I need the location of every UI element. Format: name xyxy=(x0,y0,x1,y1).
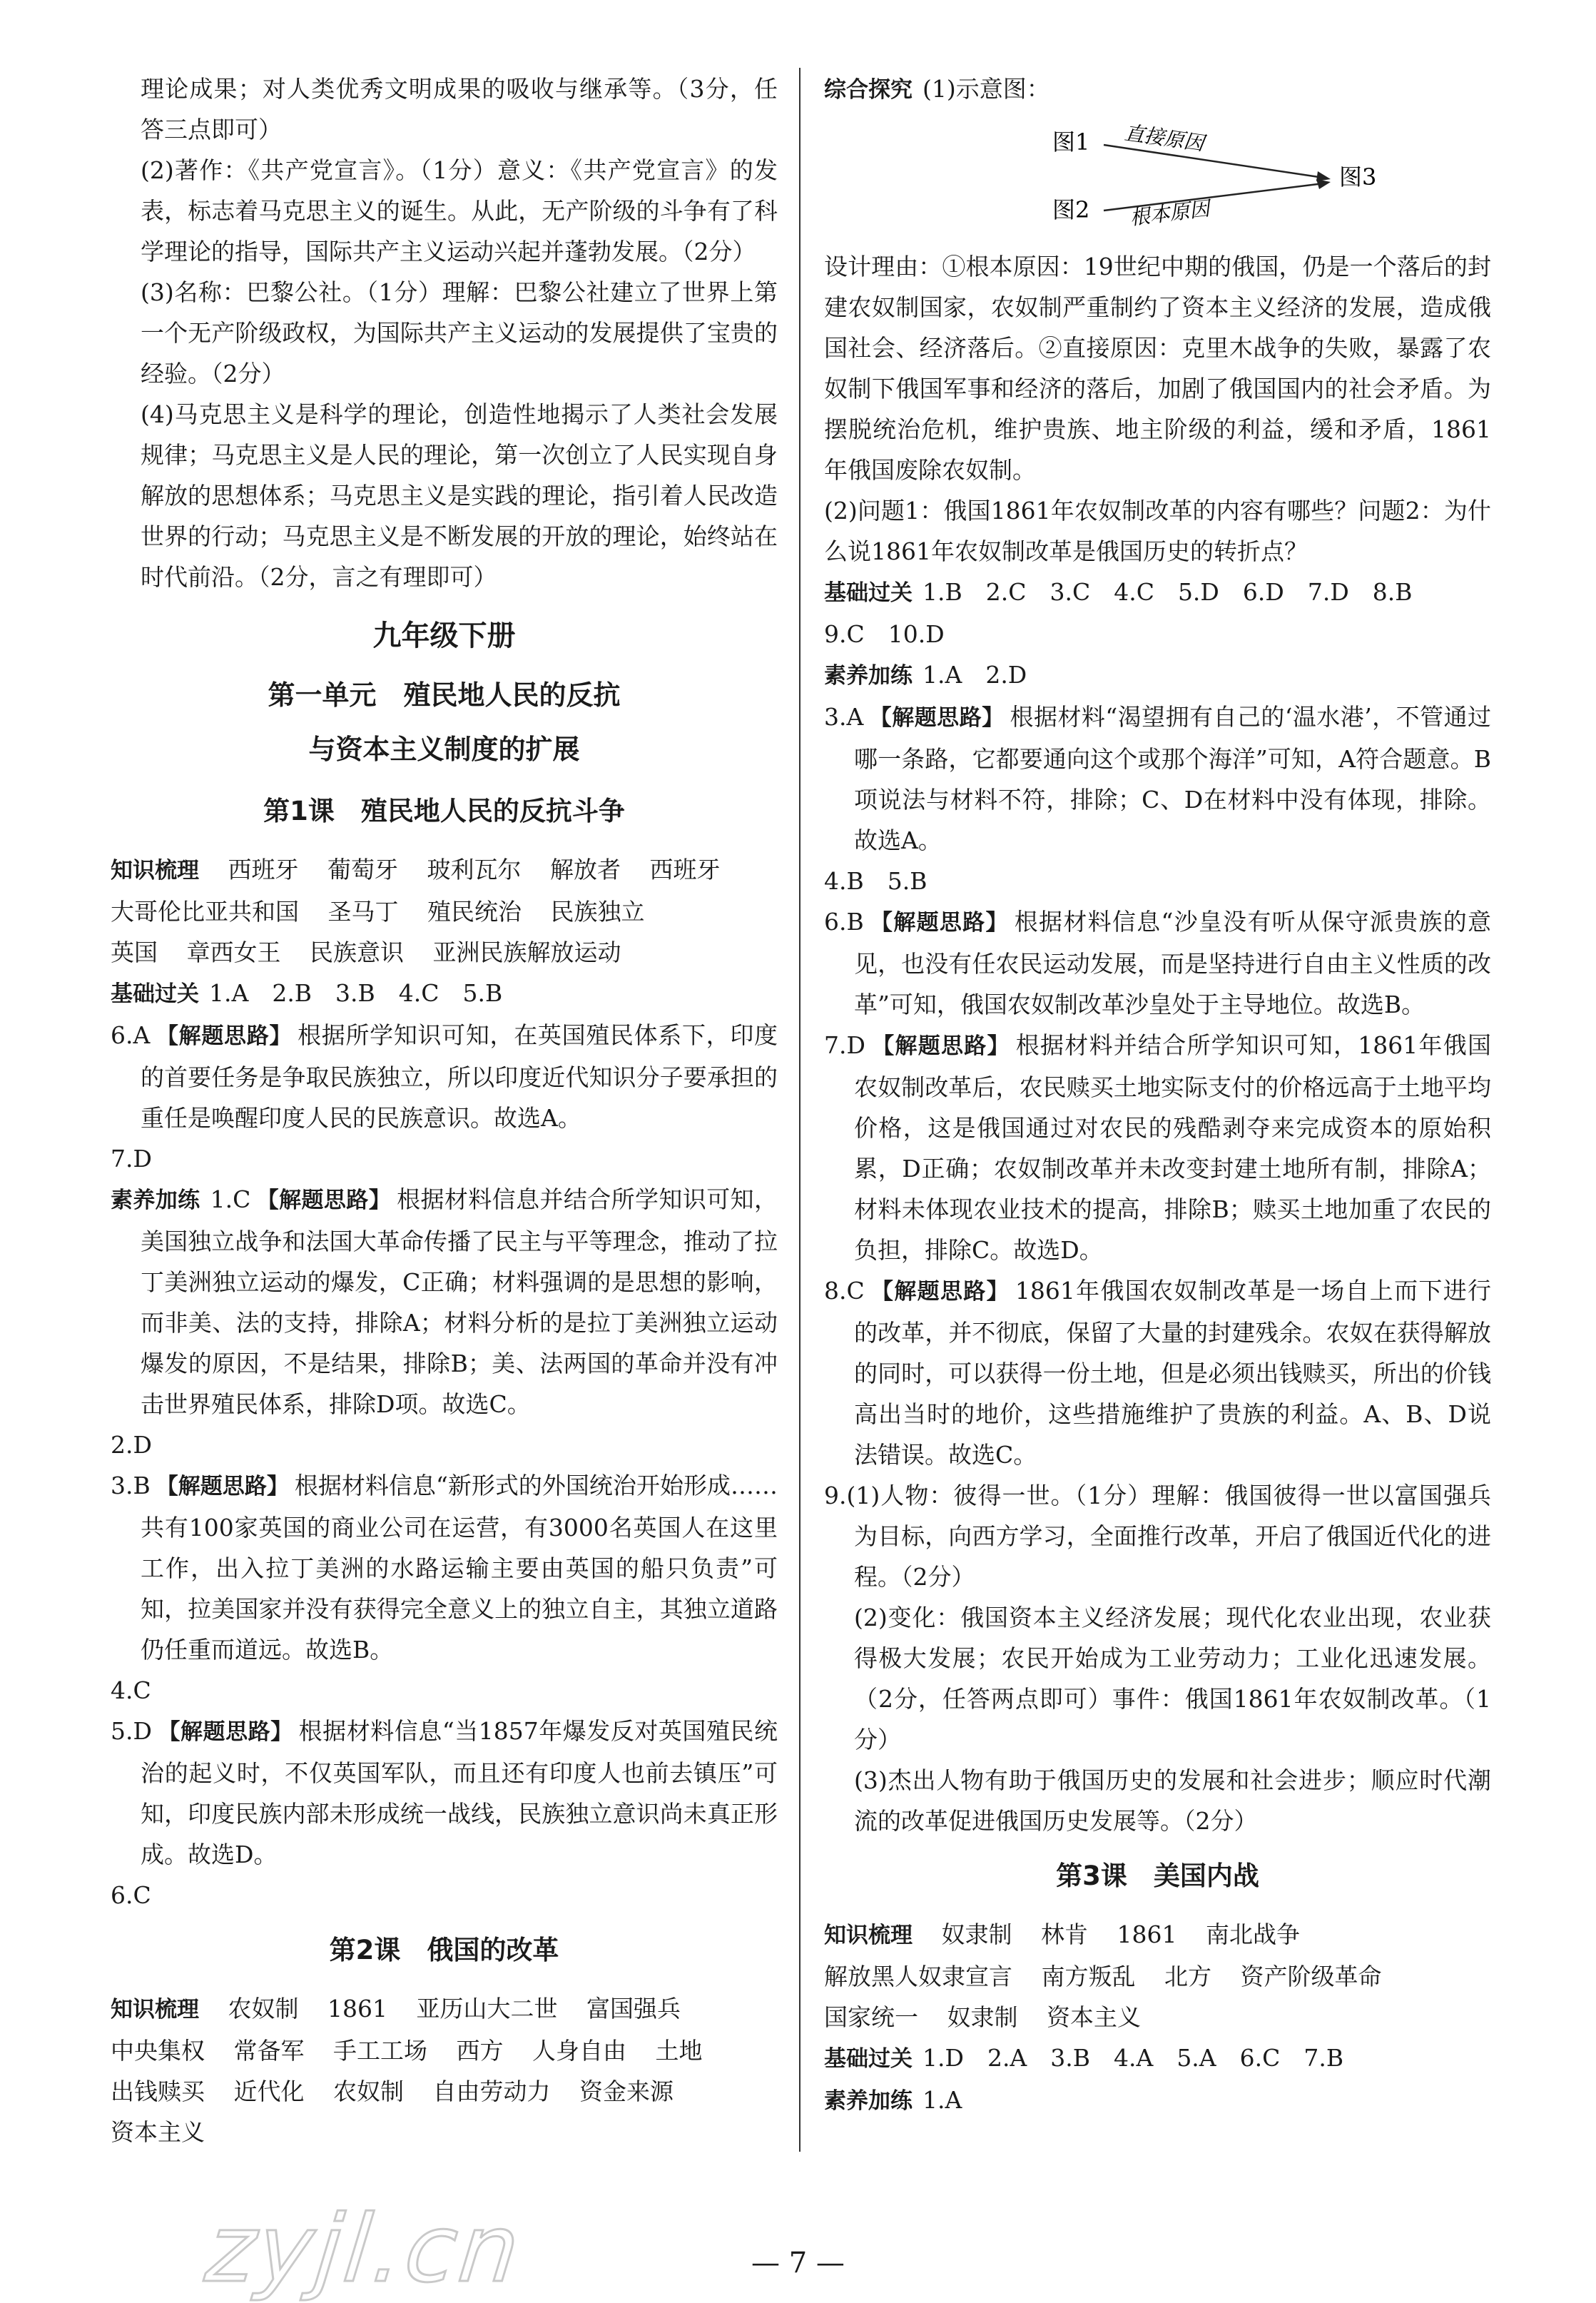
knowledge-line xyxy=(111,2112,778,2152)
keyword: 玻利瓦尔 xyxy=(427,856,522,884)
keyword: 西方 xyxy=(456,2037,504,2065)
paragraph: (4)马克思主义是科学的理论，创造性地揭示了人类社会发展规律；马克思主义是人民的理论，第一次创立了人民实现自身解放的思想体系；马克思主义是实践的理论，指引着人民改造世界的行动；马克思主义是不断发展的开放的理论，始终站在时代前沿。（2分，言之有理即可） xyxy=(141,400,778,591)
section-label: 基础过关 xyxy=(824,2046,913,2072)
answer-item: 2.D xyxy=(111,1431,152,1459)
keyword: 南方叛乱 xyxy=(1041,1963,1136,1990)
watermark-logo: zyjl.cn xyxy=(201,2195,527,2303)
answer-line xyxy=(824,69,1491,111)
answer-number: 8.C xyxy=(824,1277,865,1305)
keyword: 资金来源 xyxy=(579,2077,674,2105)
answer-item xyxy=(111,1711,778,1875)
diagram-fig3: 图3 xyxy=(1339,163,1377,191)
answer-number: 7.D xyxy=(824,1031,865,1059)
keyword: 出钱赎买 xyxy=(111,2077,205,2105)
keyword: 资本主义 xyxy=(1047,2003,1141,2031)
keyword: 奴隶制 xyxy=(947,2003,1018,2031)
keyword: 常备军 xyxy=(233,2037,305,2065)
section-label: 基础过关 xyxy=(111,981,199,1007)
answer-item: 4.B 5.B xyxy=(824,867,927,895)
answer-item: 9.(1)人物：彼得一世。（1分）理解：俄国彼得一世以富国强兵为目标，向西方学习，全面推行改革，开启了俄国近代化的进程。（2分） xyxy=(824,1482,1491,1591)
diagram-direct-label: 直接原因 xyxy=(1123,121,1206,156)
keyword: 近代化 xyxy=(233,2077,305,2105)
section-label: 素养加练 xyxy=(824,2088,913,2114)
keyword: 解放者 xyxy=(550,856,621,884)
hint-tag: 【解题思路】 xyxy=(156,1023,293,1049)
keyword: 西班牙 xyxy=(228,856,299,884)
right-column xyxy=(824,69,1491,2122)
paragraph: (2)问题1：俄国1861年农奴制改革的内容有哪些？问题2：为什么说1861年农奴制改革是俄国历史的转折点？ xyxy=(824,497,1491,565)
paragraph: 理论成果；对人类优秀文明成果的吸收与继承等。（3分，任答三点即可） xyxy=(141,75,778,143)
answer-number: 6.A xyxy=(111,1021,151,1049)
knowledge-line xyxy=(824,1997,1491,2038)
keyword: 林肯 xyxy=(1041,1920,1088,1948)
hint-tag: 【解题思路】 xyxy=(870,1279,1010,1305)
page-number: — 7 — xyxy=(751,2247,845,2279)
keyword: 葡萄牙 xyxy=(327,856,398,884)
keyword: 富国强兵 xyxy=(586,1995,681,2023)
knowledge-line xyxy=(824,1956,1491,1997)
keyword: 1861 xyxy=(327,1995,387,2023)
paragraph: (3)名称：巴黎公社。（1分）理解：巴黎公社建立了世界上第一个无产阶级政权，为国际共产主义运动的发展提供了宝贵的经验。（2分） xyxy=(141,278,778,388)
answer-line xyxy=(824,2080,1491,2122)
answer-text: 1861年俄国农奴制改革是一场自上而下进行的改革，并不彻底，保留了大量的封建残余。农奴在获得解放的同时，可以获得一份土地，但是必须出钱赎买，所出的价钱高出当时的地价，这些措施维护了贵族的利益。A、B、D说法错误。故选C。 xyxy=(854,1277,1492,1469)
answer-text: 根据材料信息并结合所学知识可知，美国独立战争和法国大革命传播了民主与平等理念，推动了拉丁美洲独立运动的爆发，C正确；材料强调的是思想的影响，而非美、法的支持，排除A；材料分析的是拉丁美洲独立运动爆发的原因，不是结果，排除B；美、法两国的革命并没有冲击世界殖民体系，排除D项。故选C。 xyxy=(141,1185,778,1418)
keyword: 南北战争 xyxy=(1205,1920,1300,1948)
keyword: 民族意识 xyxy=(310,938,404,966)
keyword: 圣马丁 xyxy=(327,898,399,926)
keyword: 西班牙 xyxy=(649,856,721,884)
keyword: 亚历山大二世 xyxy=(416,1995,558,2023)
hint-tag: 【解题思路】 xyxy=(157,1719,293,1745)
unit-title-line2: 与资本主义制度的扩展 xyxy=(308,734,580,765)
paragraph: 设计理由：①根本原因：19世纪中期的俄国，仍是一个落后的封建农奴制国家，农奴制严重制约了资本主义经济的发展，造成俄国社会、经济落后。②直接原因：克里木战争的失败，暴露了农奴制下俄国军事和经济的落后，加剧了俄国国内的社会矛盾。为摆脱统治危机，维护贵族、地主阶级的利益，缓和矛盾，1861年俄国废除农奴制。 xyxy=(824,253,1491,484)
knowledge-line xyxy=(824,1914,1491,1956)
keyword: 章西女王 xyxy=(186,938,281,966)
keyword: 中央集权 xyxy=(111,2037,205,2065)
keyword: 奴隶制 xyxy=(941,1920,1012,1948)
keyword: 农奴制 xyxy=(333,2077,404,2105)
section-label: 知识梳理 xyxy=(111,1997,199,2023)
keyword: 1861 xyxy=(1117,1920,1177,1948)
lesson-2-title: 第2课 俄国的改革 xyxy=(329,1935,559,1965)
keyword: 亚洲民族解放运动 xyxy=(432,938,621,966)
knowledge-line xyxy=(111,2071,778,2112)
answer-list: 1.A xyxy=(922,2086,962,2114)
answer-list: 1.A 2.B 3.B 4.C 5.B xyxy=(209,979,503,1007)
answer-item: 4.C xyxy=(111,1676,151,1704)
answer-number: 5.D xyxy=(111,1717,152,1745)
hint-tag: 【解题思路】 xyxy=(869,910,1009,936)
answer-item xyxy=(111,1179,778,1424)
knowledge-line xyxy=(111,2030,778,2071)
arrow-head xyxy=(1316,179,1331,189)
paragraph: (2)著作：《共产党宣言》。（1分）意义：《共产党宣言》的发表，标志着马克思主义的诞生。从此，无产阶级的斗争有了科学理论的指导，国际共产主义运动兴起并蓬勃发展。（2分） xyxy=(141,156,778,265)
diagram-svg xyxy=(1052,111,1423,246)
answer-number: 3.B xyxy=(111,1472,151,1499)
answer-item xyxy=(824,697,1491,861)
answer-list: 1.A 2.D xyxy=(922,661,1027,689)
section-label: 素养加练 xyxy=(824,663,913,689)
answer-list: 1.B 2.C 3.C 4.C 5.D 6.D 7.D 8.B xyxy=(922,578,1413,606)
answer-text: 根据材料信息“沙皇没有听从保守派贵族的意见，也没有任农民运动发展，而是坚持进行自由主义性质的改革”可知，俄国农奴制改革沙皇处于主导地位。故选B。 xyxy=(854,908,1492,1018)
section-label: 知识梳理 xyxy=(824,1923,913,1948)
answer-number: 3.A xyxy=(824,703,864,731)
answer-item xyxy=(824,1025,1491,1270)
keyword: 自由劳动力 xyxy=(432,2077,551,2105)
cause-diagram xyxy=(824,111,1491,246)
hint-tag: 【解题思路】 xyxy=(156,1474,289,1499)
answer-line xyxy=(824,654,1491,697)
section-label: 综合探究 xyxy=(824,77,913,103)
left-column xyxy=(111,69,778,2152)
keyword: 资产阶级革命 xyxy=(1240,1963,1382,1990)
keyword: 农奴制 xyxy=(228,1995,299,2023)
keyword: 解放黑人奴隶宣言 xyxy=(824,1963,1012,1990)
hint-tag: 【解题思路】 xyxy=(256,1188,392,1213)
answer-list: 1.D 2.A 3.B 4.A 5.A 6.C 7.B xyxy=(922,2044,1344,2072)
answer-line xyxy=(824,572,1491,614)
keyword: 国家统一 xyxy=(824,2003,918,2031)
knowledge-line xyxy=(111,849,778,891)
answer-line xyxy=(824,2038,1491,2080)
knowledge-line xyxy=(111,932,778,973)
answer-text: 根据材料信息“当1857年爆发反对英国殖民统治的起义时，不仅英国军队，而且还有印度人也前去镇压”可知，印度民族内部未形成统一战线，民族独立意识尚未真正形成。故选D。 xyxy=(141,1717,778,1868)
answer-item: (2)变化：俄国资本主义经济发展；现代化农业出现，农业获得极大发展；农民开始成为工业劳动力；工业化迅速发展。（2分，任答两点即可）事件：俄国1861年农奴制改革。（1分） xyxy=(854,1604,1491,1753)
lesson-1-title: 第1课 殖民地人民的反抗斗争 xyxy=(263,796,625,826)
answer-item: 6.C xyxy=(111,1881,151,1909)
keyword: 土地 xyxy=(655,2037,703,2065)
hint-tag: 【解题思路】 xyxy=(870,1033,1010,1059)
section-label: 基础过关 xyxy=(824,580,913,606)
keyword: 北方 xyxy=(1164,1963,1211,1990)
arrow-direct xyxy=(1104,145,1323,178)
answer-item xyxy=(824,1270,1491,1475)
answer-text: 根据材料并结合所学知识可知，1861年俄国农奴制改革后，农民赎买土地实际支付的价格远高于土地平均价格，这是俄国通过对农民的残酷剥夺来完成资本的原始积累，D正确；农奴制改革并未改变封建土地所有制，排除A；材料未体现农业技术的提高，排除B；赎买土地加重了农民的负担，排除C。故选D。 xyxy=(854,1031,1492,1264)
answer-number: 6.B xyxy=(824,908,864,936)
answer-text: (1)示意图： xyxy=(922,75,1050,103)
answer-line xyxy=(111,973,778,1015)
section-label: 素养加练 xyxy=(111,1188,200,1213)
answer-item: (3)杰出人物有助于俄国历史的发展和社会进步；顺应时代潮流的改革促进俄国历史发展等。（2分） xyxy=(854,1766,1491,1835)
keyword: 民族独立 xyxy=(550,898,645,926)
keyword: 资本主义 xyxy=(111,2118,205,2146)
knowledge-line xyxy=(111,1988,778,2030)
answer-item xyxy=(111,1015,778,1138)
answer-text: 根据材料信息“新形式的外国统治开始形成……共有100家英国的商业公司在运营，有3000名英国人在这里工作，出入拉丁美洲的水路运输主要由英国的船只负责”可知，拉美国家并没有获得完全意义上的独立自主，其独立道路仍任重而道远。故选B。 xyxy=(141,1472,778,1664)
answer-item xyxy=(111,1465,778,1670)
diagram-fig1: 图1 xyxy=(1052,128,1090,156)
keyword: 人身自由 xyxy=(532,2037,626,2065)
answer-item: 7.D xyxy=(111,1145,152,1173)
grade-title: 九年级下册 xyxy=(372,619,516,652)
keyword: 大哥伦比亚共和国 xyxy=(111,898,299,926)
answer-number: 1.C xyxy=(210,1185,251,1213)
hint-tag: 【解题思路】 xyxy=(869,705,1005,731)
keyword: 手工工场 xyxy=(333,2037,427,2065)
unit-title-line1: 第一单元 殖民地人民的反抗 xyxy=(268,679,621,711)
knowledge-line xyxy=(111,891,778,932)
answer-list: 9.C 10.D xyxy=(824,620,945,648)
keyword: 殖民统治 xyxy=(427,898,522,926)
diagram-fig2: 图2 xyxy=(1052,196,1090,223)
lesson-3-title: 第3课 美国内战 xyxy=(1056,1861,1259,1891)
keyword: 英国 xyxy=(111,938,158,966)
diagram-root-label: 根本原因 xyxy=(1128,196,1211,230)
answer-text: 根据材料“渴望拥有自己的‘温水港’，不管通过哪一条路，它都要通向这个或那个海洋”可知，A符合题意。B项说法与材料不符，排除；C、D在材料中没有体现，排除。故选A。 xyxy=(854,703,1491,854)
answer-item xyxy=(824,901,1491,1025)
column-divider xyxy=(799,68,800,2152)
answer-text: 根据所学知识可知，在英国殖民体系下，印度的首要任务是争取民族独立，所以印度近代知识分子要承担的重任是唤醒印度人民的民族意识。故选A。 xyxy=(141,1021,778,1132)
section-label: 知识梳理 xyxy=(111,858,199,884)
